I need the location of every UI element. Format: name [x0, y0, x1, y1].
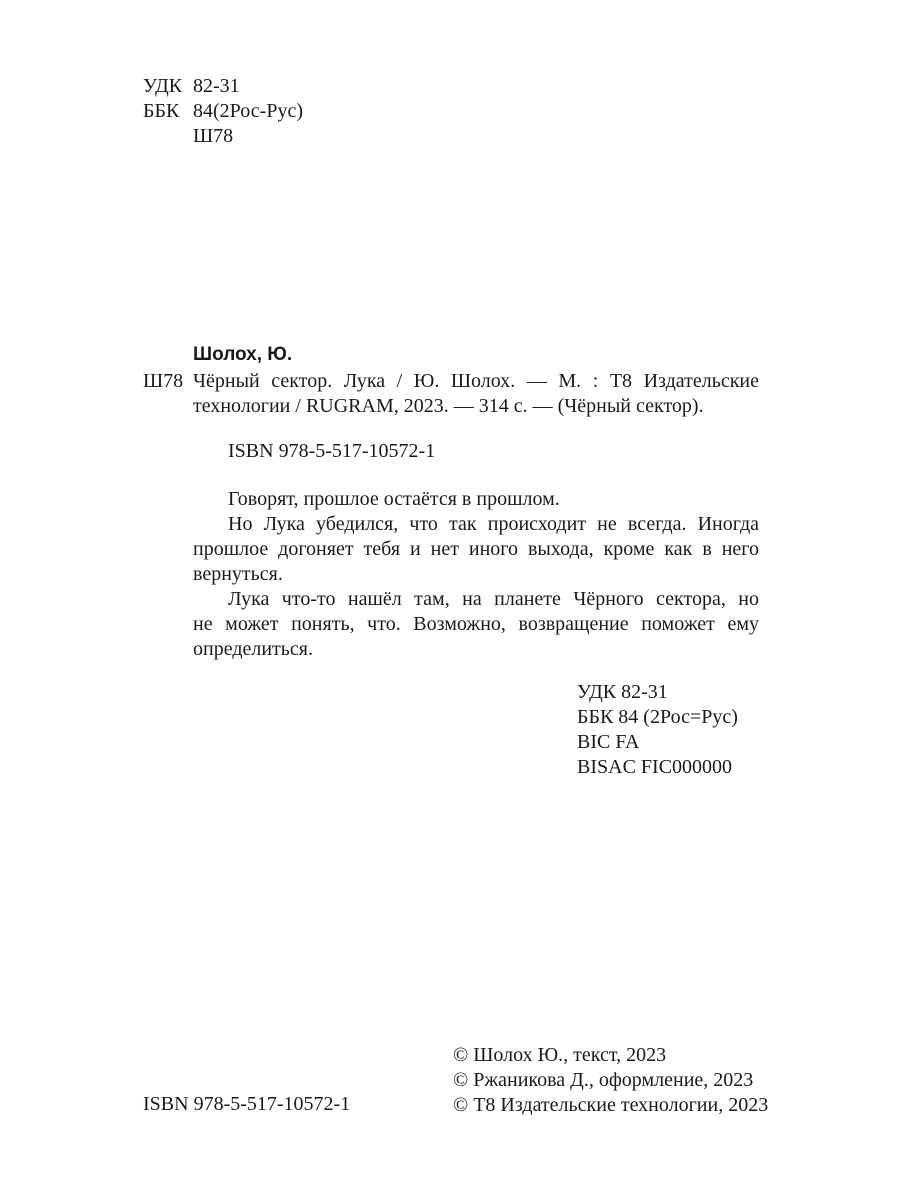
udk-code: УДК 82-31 [577, 681, 668, 703]
bibliographic-description [193, 369, 759, 419]
bbk-row [143, 99, 303, 124]
annotation-line: определиться. [193, 638, 313, 660]
copyright-line: © Т8 Издательские технологии, 2023 [453, 1094, 769, 1116]
copyright-block [453, 1043, 768, 1118]
annotation-line: Говорят, прошлое остаётся в прошлом. [228, 488, 560, 510]
author-name: Шолох, Ю. [193, 344, 293, 365]
bbk-code: ББК 84 (2Рос=Рус) [577, 706, 738, 728]
bic-code: BIC FA [577, 731, 640, 753]
description-line: Чёрный сектор. Лука / Ю. Шолох. — М. : Т8 Издательские [193, 370, 759, 392]
isbn-bottom: ISBN 978-5-517-10572-1 [143, 1093, 351, 1115]
bbk-value: 84(2Рос-Рус) [193, 100, 303, 122]
annotation-line: прошлое догоняет тебя и нет иного выхода, кроме как в него [193, 538, 759, 560]
bbk-label: ББК [143, 100, 180, 122]
description-line: технологии / RUGRAM, 2023. — 314 с. — (Чёрный сектор). [193, 395, 704, 417]
cutter-code: Ш78 [143, 370, 184, 392]
author-mark-row [143, 124, 233, 149]
classification-codes [577, 680, 738, 780]
copyright-line: © Ржаникова Д., оформление, 2023 [453, 1069, 754, 1091]
annotation-line: вернуться. [193, 563, 283, 585]
isbn-description: ISBN 978-5-517-10572-1 [228, 440, 436, 462]
author-mark-value: Ш78 [193, 125, 234, 147]
annotation-line: Лука что-то нашёл там, на планете Чёрного сектора, но [228, 588, 759, 610]
udk-value: 82-31 [193, 75, 240, 97]
annotation [193, 487, 759, 662]
annotation-line: Но Лука убедился, что так происходит не всегда. Иногда [228, 513, 759, 535]
annotation-line: не может понять, что. Возможно, возвращение поможет ему [193, 613, 759, 635]
udk-row [143, 74, 240, 99]
copyright-line: © Шолох Ю., текст, 2023 [453, 1044, 667, 1066]
bisac-code: BISAC FIC000000 [577, 756, 733, 778]
udk-label: УДК [143, 75, 183, 97]
